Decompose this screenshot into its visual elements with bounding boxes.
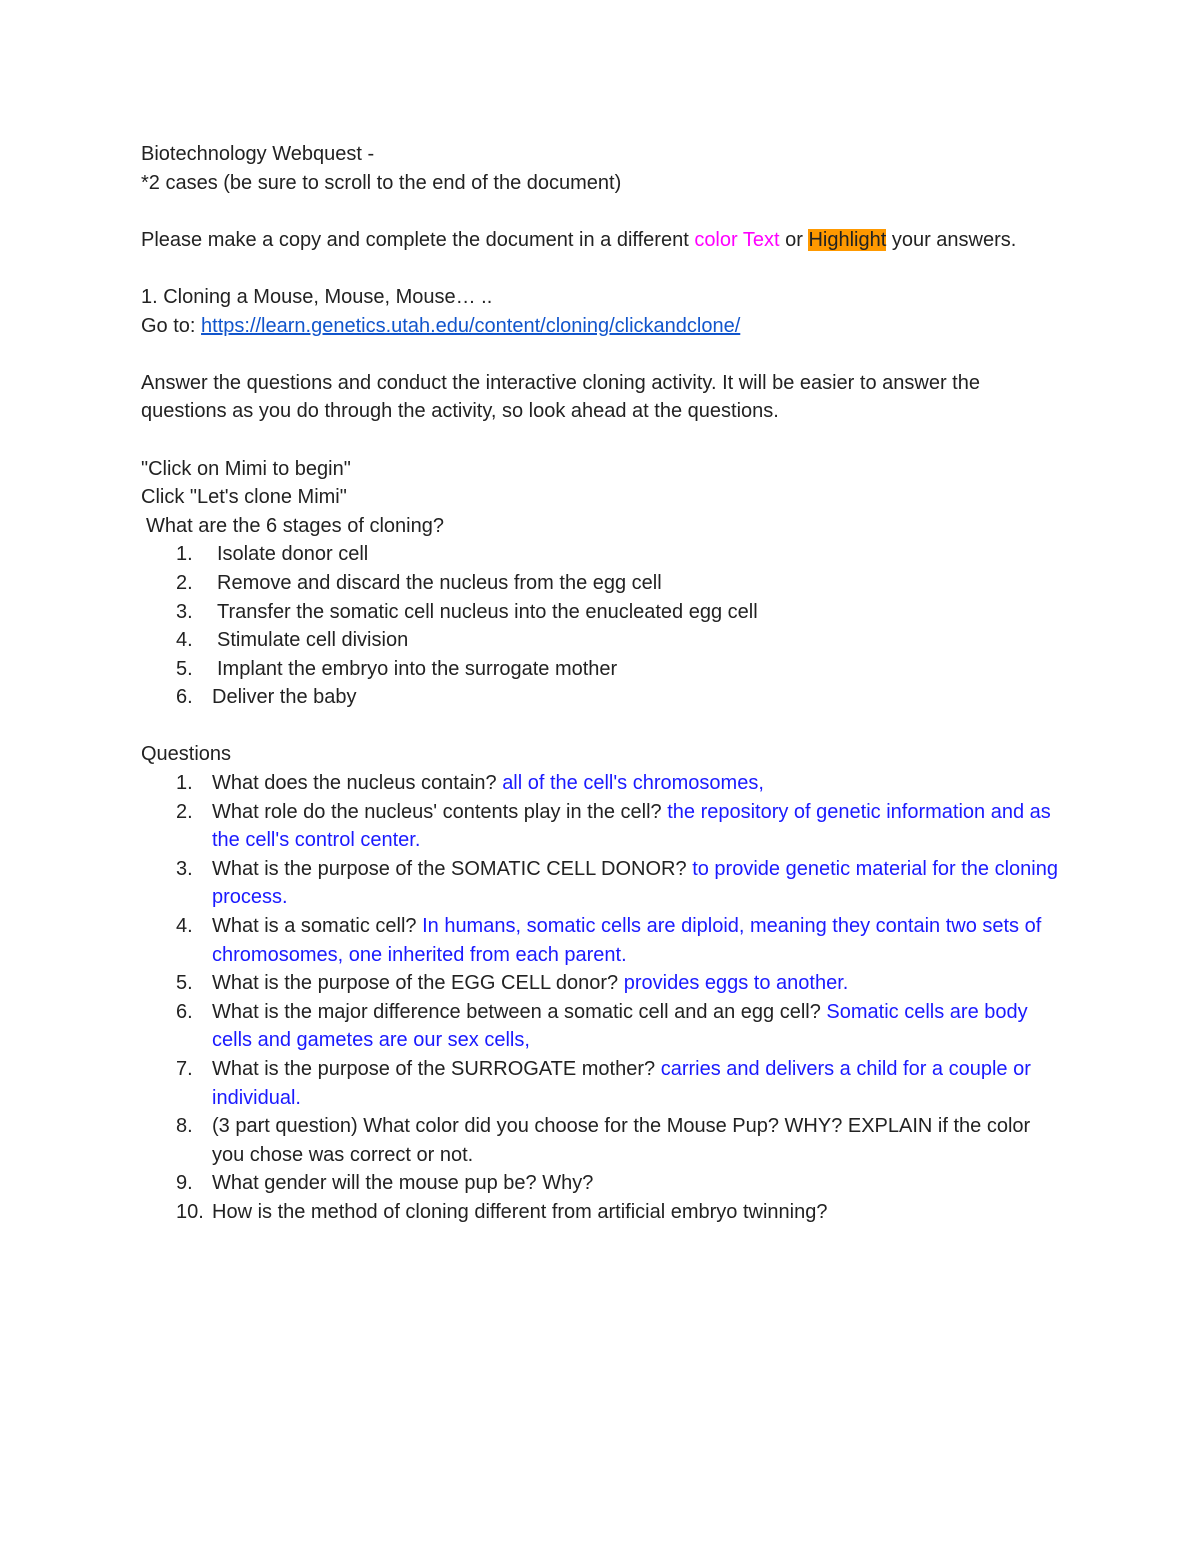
list-number: 1. (176, 772, 193, 795)
color-text-sample: color Text (694, 228, 780, 251)
answer-text: carries and delivers a child for a couple or individual. (212, 1058, 1031, 1109)
question-item (141, 1055, 1061, 1112)
stage-text: Isolate donor cell (217, 543, 369, 566)
question-text: What is the major difference between a somatic cell and an egg cell? (212, 1000, 827, 1023)
stage-text: Implant the embryo into the surrogate mother (217, 657, 618, 680)
question-text: What is the purpose of the EGG CELL donor? (212, 972, 624, 995)
list-number: 9. (176, 1172, 193, 1195)
question-text: What is the purpose of the SOMATIC CELL DONOR? (212, 857, 693, 880)
questions-list (141, 769, 1061, 1227)
instructions-text: Please make a copy and complete the document in a different (141, 228, 695, 251)
list-number: 1. (176, 543, 193, 566)
list-number: 2. (176, 571, 193, 594)
question-item (141, 798, 1061, 855)
question-text: What does the nucleus contain? (212, 772, 503, 795)
question-item (141, 769, 1061, 798)
list-item (141, 626, 1061, 655)
section1-heading: 1. Cloning a Mouse, Mouse, Mouse… .. (141, 285, 493, 308)
highlight-sample: Highlight (808, 228, 887, 251)
question-text: (3 part question) What color did you choose for the Mouse Pup? WHY? EXPLAIN if the color you chose was correct or not. (212, 1115, 1031, 1166)
questions-heading: Questions (141, 743, 232, 766)
list-number: 2. (176, 800, 193, 823)
list-number: 5. (176, 657, 193, 680)
list-number: 4. (176, 629, 193, 652)
answer-text: Somatic cells are body cells and gametes are our sex cells, (212, 1000, 1028, 1052)
stages-question: What are the 6 stages of cloning? (146, 514, 444, 537)
question-item (141, 1169, 1061, 1198)
list-item (141, 540, 1061, 569)
question-text: What gender will the mouse pup be? Why? (212, 1172, 594, 1195)
spacer (141, 426, 1061, 455)
list-number: 3. (176, 857, 193, 880)
question-item (141, 1198, 1061, 1227)
doc-title: Biotechnology Webquest - (141, 143, 375, 165)
step-click-mimi: "Click on Mimi to begin" (141, 457, 351, 480)
list-item (141, 683, 1061, 712)
answer-text: In humans, somatic cells are diploid, meaning they contain two sets of chromosomes, one inherited from each parent. (212, 915, 1042, 966)
question-text: What is the purpose of the SURROGATE mother? (212, 1058, 661, 1080)
question-item (141, 1112, 1061, 1169)
list-item (141, 569, 1061, 598)
cloning-activity-link[interactable]: https://learn.genetics.utah.edu/content/cloning/clickandclone/ (201, 314, 741, 337)
spacer (141, 254, 1061, 283)
stage-text: Stimulate cell division (217, 629, 409, 652)
stage-text: Transfer the somatic cell nucleus into the enucleated egg cell (217, 600, 758, 623)
cloning-stages-list (141, 540, 1061, 712)
list-number: 10. (176, 1200, 204, 1223)
list-item (141, 598, 1061, 627)
list-number: 7. (176, 1058, 193, 1080)
question-item (141, 855, 1061, 912)
list-number: 6. (176, 686, 193, 709)
document-page (141, 140, 1061, 1227)
answer-text: all of the cell's chromosomes, (502, 772, 764, 795)
list-number: 6. (176, 1000, 193, 1023)
answer-text: the repository of genetic information and as the cell's control center. (212, 800, 1051, 852)
list-number: 5. (176, 972, 193, 995)
list-item (141, 655, 1061, 684)
question-item (141, 998, 1061, 1055)
step-lets-clone: Click "Let's clone Mimi" (141, 486, 347, 509)
answer-text: provides eggs to another. (623, 972, 849, 995)
question-item (141, 969, 1061, 998)
question-text: What is a somatic cell? (212, 915, 423, 938)
spacer (141, 197, 1061, 226)
goto-line (141, 312, 1061, 341)
doc-subtitle: *2 cases (be sure to scroll to the end of the document) (141, 171, 622, 194)
spacer (141, 340, 1061, 369)
list-number: 3. (176, 600, 193, 623)
instructions-paragraph (141, 226, 1061, 255)
stage-text: Deliver the baby (212, 686, 357, 709)
answer-text: to provide genetic material for the cloning process. (212, 857, 1058, 909)
list-number: 4. (176, 915, 193, 938)
spacer (141, 712, 1061, 741)
instructions-or: or (779, 228, 809, 251)
goto-label: Go to: (141, 314, 202, 337)
question-item (141, 912, 1061, 969)
instructions-end: your answers. (886, 228, 1017, 251)
activity-intro: Answer the questions and conduct the interactive cloning activity. It will be easier to answer the questions as you do through the activity, so look ahead at the questions. (141, 371, 986, 423)
question-text: What role do the nucleus' contents play in the cell? (212, 800, 668, 823)
question-text: How is the method of cloning different from artificial embryo twinning? (212, 1200, 828, 1223)
stage-text: Remove and discard the nucleus from the egg cell (217, 571, 662, 594)
list-number: 8. (176, 1115, 193, 1138)
